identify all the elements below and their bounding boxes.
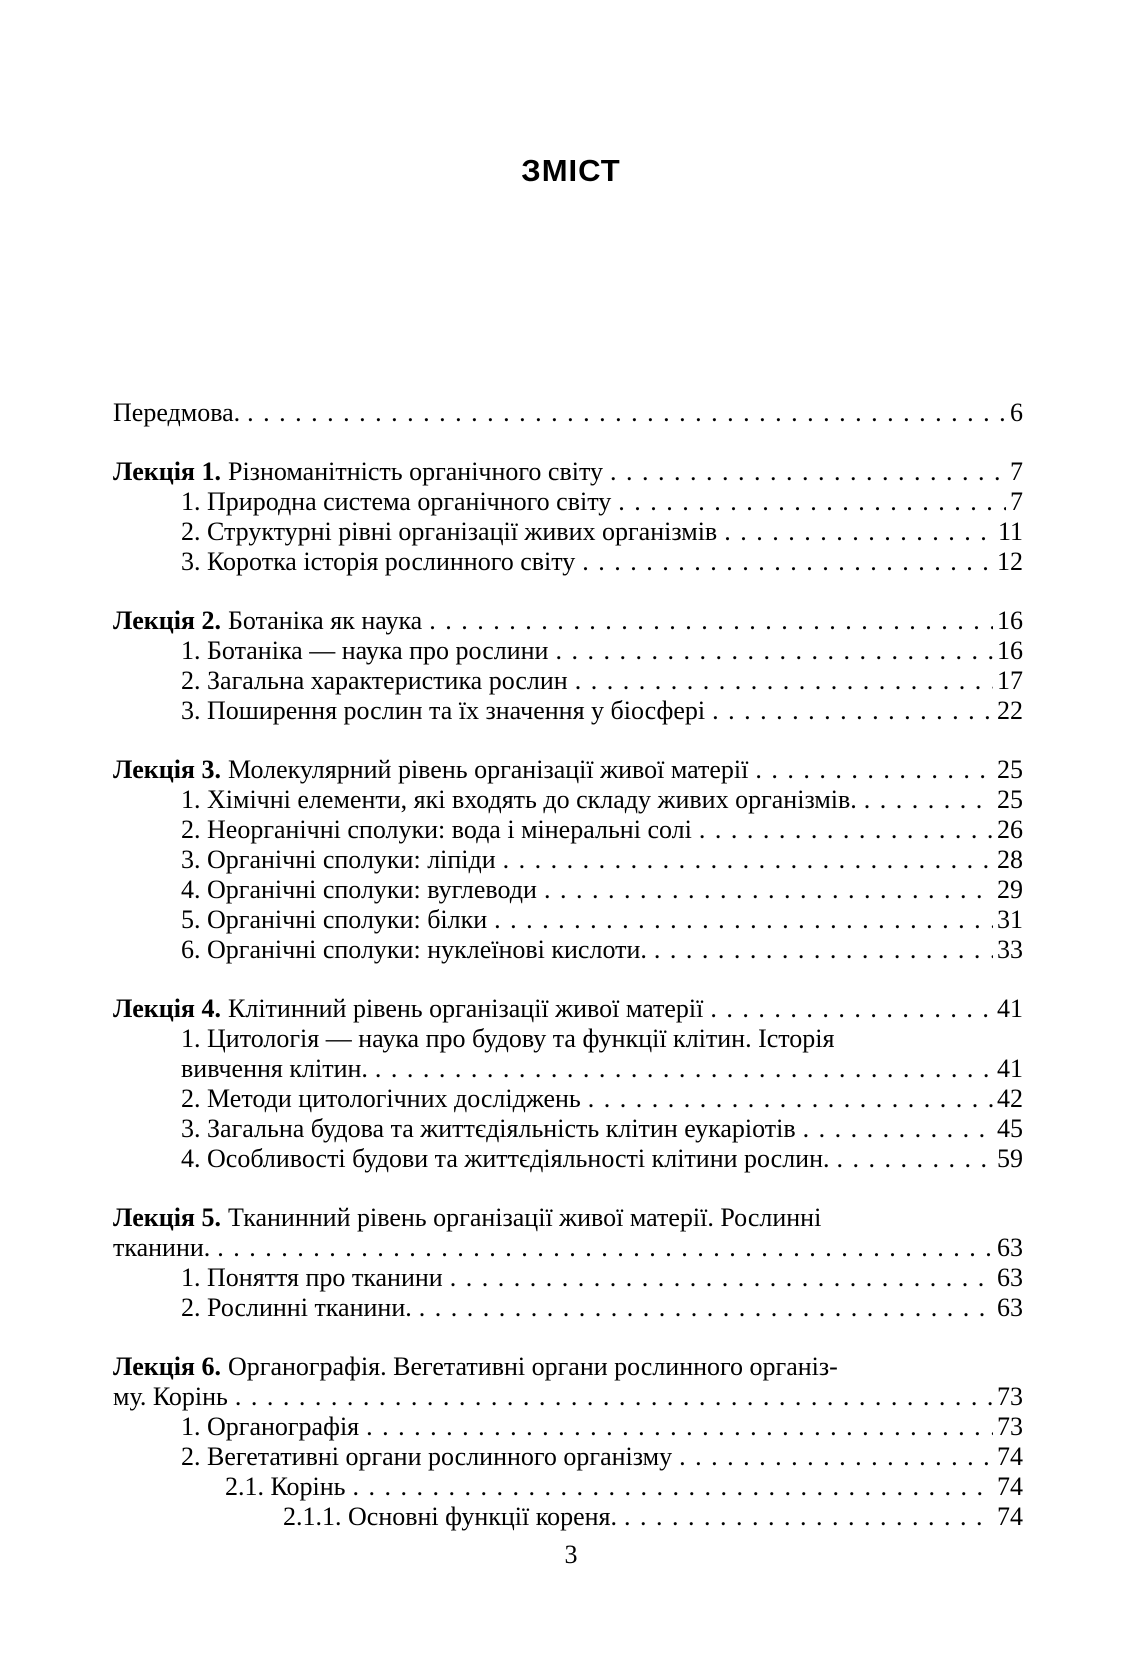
toc-line	[113, 1114, 1023, 1144]
toc-page-number: 25	[997, 755, 1023, 784]
toc-page-number: 42	[997, 1084, 1023, 1113]
dot-leader	[724, 517, 994, 547]
dot-leader	[366, 1412, 993, 1442]
toc-line-label	[113, 1233, 210, 1263]
dot-leader	[588, 1084, 993, 1114]
dot-leader	[710, 994, 993, 1024]
toc-line-label	[181, 935, 647, 965]
toc-line-text: Різноманітність органічного світу	[228, 457, 603, 486]
toc-line-text: 2. Неорганічні сполуки: вода і мінеральні солі	[181, 815, 692, 844]
dot-leader	[353, 1472, 993, 1502]
toc-line-text: 4. Особливості будови та життєдіяльності клітини рослин.	[181, 1144, 830, 1173]
dot-leader	[610, 457, 1006, 487]
toc-line	[113, 785, 1023, 815]
dot-leader	[555, 636, 993, 666]
dot-leader	[450, 1263, 993, 1293]
toc-line-label	[181, 1293, 412, 1323]
toc-line-text: 3. Поширення рослин та їх значення у біосфері	[181, 696, 706, 725]
toc-line-label	[181, 785, 857, 815]
toc-page-number: 7	[1010, 487, 1023, 516]
toc-lecture-number: Лекція 5.	[113, 1203, 221, 1232]
footer-page-number: 3	[564, 1540, 578, 1569]
toc-page-number: 45	[997, 1114, 1023, 1143]
toc-line-text: тканини.	[113, 1233, 211, 1262]
toc-line-label	[181, 696, 705, 726]
toc-line-text: вивчення клітин.	[181, 1054, 368, 1083]
toc-line	[113, 696, 1023, 726]
toc-page-number: 16	[997, 606, 1023, 635]
dot-leader	[864, 785, 993, 815]
dot-leader	[575, 666, 993, 696]
toc-lecture-number: Лекція 1.	[113, 457, 221, 486]
dot-leader	[654, 935, 993, 965]
toc-page-number: 74	[997, 1502, 1023, 1531]
toc-line	[113, 1263, 1023, 1293]
toc-line-text: 1. Ботаніка — наука про рослини	[181, 636, 549, 665]
toc-line-label	[181, 1054, 368, 1084]
toc-line-label	[181, 636, 548, 666]
toc-line-text: 3. Органічні сполуки: ліпіди	[181, 845, 496, 874]
dot-leader	[419, 1293, 993, 1323]
toc-lecture-number: Лекція 2.	[113, 606, 221, 635]
dot-leader	[503, 845, 993, 875]
toc-page-number: 63	[997, 1263, 1023, 1292]
page-title: ЗМІСТ	[521, 153, 621, 188]
toc-page-number: 28	[997, 845, 1023, 874]
toc-line-label	[283, 1502, 617, 1532]
toc-page-number: 41	[997, 1054, 1023, 1083]
toc-line	[113, 1382, 1023, 1412]
toc-line	[113, 815, 1023, 845]
toc-page-number: 29	[997, 875, 1023, 904]
toc-line-text: 3. Загальна будова та життєдіяльність клітин еукаріотів	[181, 1114, 796, 1143]
toc-page-number: 16	[997, 636, 1023, 665]
toc-line-label	[113, 398, 240, 428]
toc-line	[113, 1412, 1023, 1442]
toc-line-text: 5. Органічні сполуки: білки	[181, 905, 488, 934]
toc-line-label	[181, 905, 487, 935]
dot-leader	[582, 547, 993, 577]
toc-line	[113, 517, 1023, 547]
toc-line-text: 2. Вегетативні органи рослинного організму	[181, 1442, 673, 1471]
toc-page-number: 33	[997, 935, 1023, 964]
toc-line	[113, 1203, 1023, 1233]
toc-line-label	[113, 1352, 838, 1382]
toc-page-number: 25	[997, 785, 1023, 814]
dot-leader	[699, 815, 993, 845]
toc-line	[113, 1293, 1023, 1323]
toc-line-text: 3. Коротка історія рослинного світу	[181, 547, 576, 576]
toc-line-text: Молекулярний рівень організації живої матерії	[228, 755, 749, 784]
toc-line	[113, 1442, 1023, 1472]
toc-line-text: му. Корінь	[113, 1382, 228, 1411]
toc-line-label	[181, 487, 611, 517]
toc-page-number: 17	[997, 666, 1023, 695]
toc-line	[113, 935, 1023, 965]
dot-leader	[803, 1114, 993, 1144]
toc-line-text: Органографія. Вегетативні органи рослинного організ-	[228, 1352, 838, 1381]
toc-line	[113, 457, 1023, 487]
dot-leader	[247, 398, 1006, 428]
toc-line	[113, 1024, 1023, 1054]
toc-line-label	[225, 1472, 346, 1502]
toc-line	[113, 1054, 1023, 1084]
dot-leader	[429, 606, 993, 636]
dot-leader	[375, 1054, 993, 1084]
toc-line	[113, 1233, 1023, 1263]
toc-line	[113, 1144, 1023, 1174]
toc-line	[113, 755, 1023, 785]
toc-line-text: 6. Органічні сполуки: нуклеїнові кислоти.	[181, 935, 647, 964]
toc-line-label	[181, 815, 692, 845]
toc-line-text: 1. Цитологія — наука про будову та функції клітин. Історія	[181, 1024, 835, 1053]
toc-line-text: 2. Структурні рівні організації живих організмів	[181, 517, 718, 546]
toc-line-label	[113, 1382, 228, 1412]
toc-line-label	[181, 1412, 359, 1442]
toc-line-text: 2. Рослинні тканини.	[181, 1293, 412, 1322]
toc-line-text: 1. Хімічні елементи, які входять до складу живих організмів.	[181, 785, 857, 814]
dot-leader	[235, 1382, 993, 1412]
toc-line	[113, 547, 1023, 577]
dot-leader	[618, 487, 1006, 517]
toc-page-number: 74	[997, 1442, 1023, 1471]
toc-page-number: 7	[1010, 457, 1023, 486]
toc-line-label	[181, 875, 537, 905]
toc-line-label	[113, 606, 422, 636]
toc-page-number: 73	[997, 1382, 1023, 1411]
toc-line-label	[181, 845, 496, 875]
toc-line-label	[181, 1084, 581, 1114]
toc-line-label	[181, 1114, 796, 1144]
toc-line-text: 2. Загальна характеристика рослин	[181, 666, 568, 695]
toc-line	[113, 1502, 1023, 1532]
dot-leader	[494, 905, 993, 935]
toc-line-text: Ботаніка як наука	[228, 606, 423, 635]
toc-page-number: 31	[997, 905, 1023, 934]
toc-line	[113, 606, 1023, 636]
toc-page-number: 22	[997, 696, 1023, 725]
toc-line	[113, 905, 1023, 935]
toc-line-text: Передмова.	[113, 398, 241, 427]
toc-line	[113, 1472, 1023, 1502]
toc-line-label	[113, 994, 703, 1024]
toc-line-text: 1. Поняття про тканини	[181, 1263, 443, 1292]
toc-lecture-number: Лекція 6.	[113, 1352, 221, 1381]
toc-line-text: 1. Органографія	[181, 1412, 360, 1441]
toc-line-text: 2.1. Корінь	[225, 1472, 346, 1501]
dot-leader	[217, 1233, 993, 1263]
toc-line-label	[181, 666, 568, 696]
toc-line	[113, 1352, 1023, 1382]
toc-line	[113, 994, 1023, 1024]
toc-line	[113, 636, 1023, 666]
toc-lines	[113, 398, 1023, 1532]
toc-page-number: 6	[1010, 398, 1023, 427]
toc-line-label	[181, 1024, 834, 1054]
toc-line-text: 4. Органічні сполуки: вуглеводи	[181, 875, 537, 904]
toc-line	[113, 666, 1023, 696]
toc-lecture-number: Лекція 3.	[113, 755, 221, 784]
dot-leader	[544, 875, 993, 905]
toc-line	[113, 398, 1023, 428]
toc-line-text: Тканинний рівень організації живої матерії. Рослинні	[228, 1203, 822, 1232]
toc-line	[113, 1084, 1023, 1114]
toc-line	[113, 845, 1023, 875]
toc-page-number: 74	[997, 1472, 1023, 1501]
dot-leader	[712, 696, 993, 726]
dot-leader	[679, 1442, 993, 1472]
toc-line-text: 2. Методи цитологічних досліджень	[181, 1084, 581, 1113]
toc-line-label	[113, 1203, 821, 1233]
dot-leader	[755, 755, 993, 785]
toc-page-number: 11	[997, 517, 1023, 546]
toc-line-label	[181, 547, 575, 577]
toc-page-number: 59	[997, 1144, 1023, 1173]
toc-line-text: 2.1.1. Основні функції кореня.	[283, 1502, 617, 1531]
toc-line	[113, 875, 1023, 905]
toc-page-number: 26	[997, 815, 1023, 844]
toc-page-number: 63	[997, 1293, 1023, 1322]
toc-line-label	[181, 517, 717, 547]
toc-line-label	[113, 457, 603, 487]
toc-line-label	[181, 1442, 672, 1472]
toc-page-number: 63	[997, 1233, 1023, 1262]
toc-lecture-number: Лекція 4.	[113, 994, 221, 1023]
toc-page-number: 41	[997, 994, 1023, 1023]
toc-line	[113, 487, 1023, 517]
toc-line-label	[181, 1144, 830, 1174]
dot-leader	[624, 1502, 993, 1532]
toc-line-text: 1. Природна система органічного світу	[181, 487, 612, 516]
toc-line-text: Клітинний рівень організації живої матерії	[228, 994, 704, 1023]
toc-page-number: 73	[997, 1412, 1023, 1441]
dot-leader	[837, 1144, 993, 1174]
toc-line-label	[113, 755, 748, 785]
toc-page-number: 12	[997, 547, 1023, 576]
toc-line-label	[181, 1263, 443, 1293]
